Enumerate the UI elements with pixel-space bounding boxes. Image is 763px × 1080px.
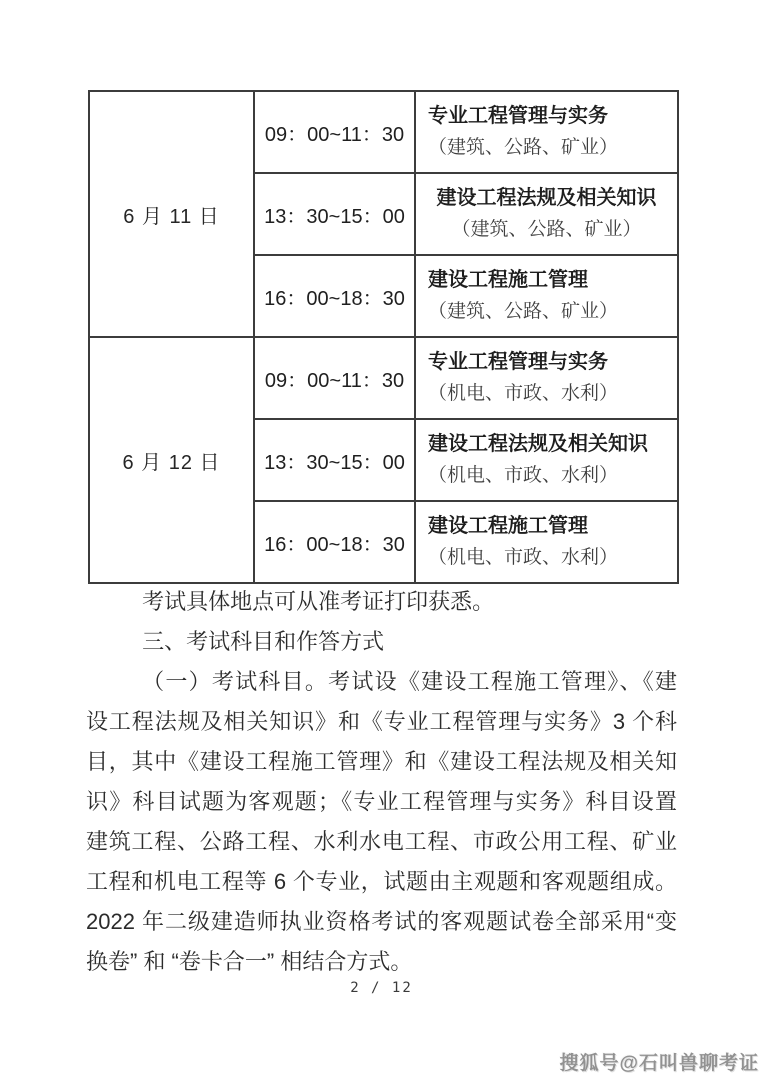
session-subject-cell <box>415 419 678 501</box>
session-subject: 建设工程施工管理 <box>428 269 588 292</box>
paragraph-line: 建筑工程、公路工程、水利水电工程、市政公用工程、矿业 <box>86 829 677 854</box>
session-subject: 专业工程管理与实务 <box>428 105 608 128</box>
session-majors: （建筑、公路、矿业） <box>428 301 619 323</box>
paragraph-line: 目，其中《建设工程施工管理》和《建设工程法规及相关知 <box>86 749 677 774</box>
body-text-block <box>86 582 677 982</box>
session-subject-cell <box>415 91 678 173</box>
table-row <box>89 91 678 173</box>
paragraph-line: 工程和机电工程等 6 个专业，试题由主观题和客观题组成。 <box>86 869 677 894</box>
session-subject-cell <box>415 337 678 419</box>
session-subject-cell <box>415 501 678 583</box>
session-time: 16：00~18：30 <box>254 501 415 583</box>
session-majors: （建筑、公路、矿业） <box>451 219 642 241</box>
session-subject: 专业工程管理与实务 <box>428 351 608 374</box>
session-time: 09：00~11：30 <box>254 91 415 173</box>
session-subject-cell <box>415 173 678 255</box>
session-time: 13：30~15：00 <box>254 419 415 501</box>
location-note: 考试具体地点可从准考证打印获悉。 <box>142 589 495 614</box>
session-subject: 建设工程施工管理 <box>428 515 588 538</box>
session-subject: 建设工程法规及相关知识 <box>428 433 648 456</box>
session-majors: （机电、市政、水利） <box>428 465 619 487</box>
session-majors: （机电、市政、水利） <box>428 547 619 569</box>
paragraph-line: 换卷” 和 “卷卡合一” 相结合方式。 <box>86 949 413 974</box>
session-time: 16：00~18：30 <box>254 255 415 337</box>
exam-date-june-11: 6 月 11 日 <box>89 91 254 337</box>
session-subject: 建设工程法规及相关知识 <box>436 187 657 210</box>
paragraph-line: 识》科目试题为客观题；《专业工程管理与实务》科目设置 <box>86 789 677 814</box>
exam-schedule-table <box>88 90 679 584</box>
page-number: 2 / 12 <box>350 980 413 996</box>
section-heading: 三、考试科目和作答方式 <box>142 629 385 654</box>
paragraph-line: 2022 年二级建造师执业资格考试的客观题试卷全部采用“变 <box>86 909 677 934</box>
session-subject-cell <box>415 255 678 337</box>
paragraph-line: （一）考试科目。考试设《建设工程施工管理》、《建 <box>142 669 677 694</box>
session-majors: （建筑、公路、矿业） <box>428 137 619 159</box>
table-row <box>89 337 678 419</box>
watermark: 搜狐号@石叫兽聊考证 <box>559 1053 759 1074</box>
exam-date-june-12: 6 月 12 日 <box>89 337 254 583</box>
session-time: 09：00~11：30 <box>254 337 415 419</box>
session-time: 13：30~15：00 <box>254 173 415 255</box>
session-majors: （机电、市政、水利） <box>428 383 619 405</box>
paragraph-line: 设工程法规及相关知识》和《专业工程管理与实务》3 个科 <box>86 709 677 734</box>
